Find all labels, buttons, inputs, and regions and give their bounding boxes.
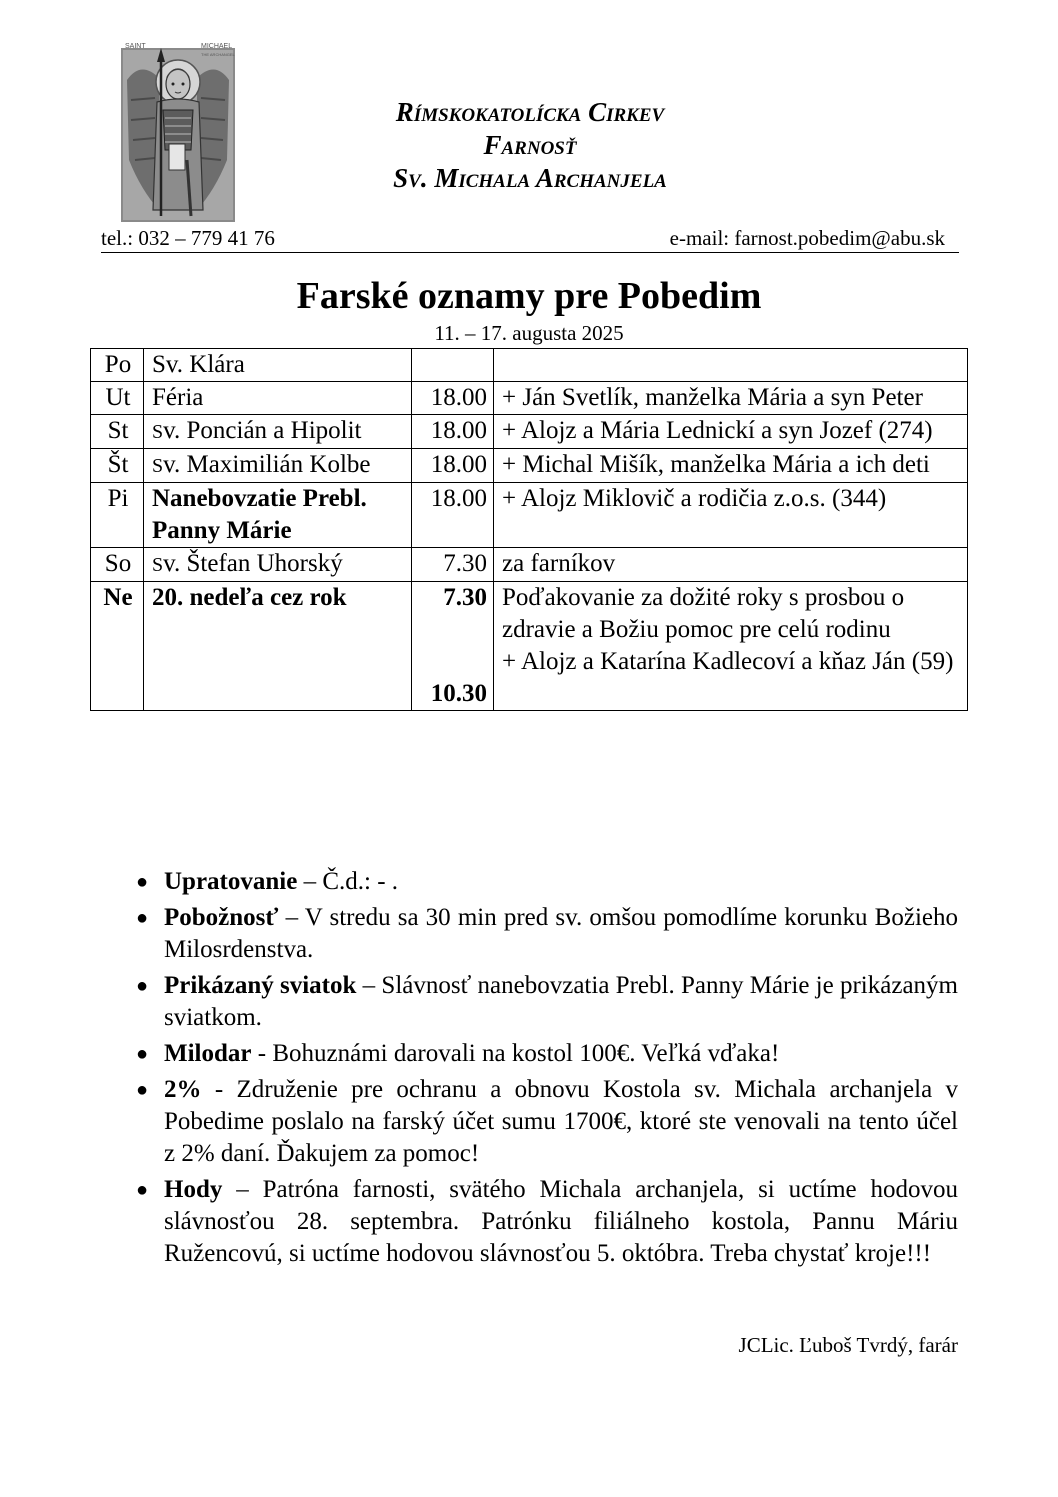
- bullet-icon: ●: [136, 1079, 149, 1101]
- note-text: – Č.d.: - .: [297, 868, 399, 895]
- note-label: 2%: [164, 1076, 202, 1103]
- saint-michael-icon-image: [121, 40, 235, 222]
- feast-cell: [144, 548, 412, 582]
- table-row: [91, 548, 968, 582]
- org-line-church: Rímskokatolícka Cirkev: [395, 97, 665, 127]
- bullet-icon: ●: [136, 871, 149, 893]
- feast-name: v. Maximilián Kolbe: [163, 451, 371, 478]
- intention-cell: [494, 349, 968, 382]
- day-cell: Ut: [91, 382, 144, 415]
- time-cell: 18.00: [412, 483, 494, 548]
- intention-cell: + Michal Mišík, manželka Mária a ich deti: [494, 449, 968, 483]
- intention-cell: za farníkov: [494, 548, 968, 582]
- day-cell: So: [91, 548, 144, 582]
- signature: JCLic. Ľuboš Tvrdý, farár: [738, 1333, 958, 1357]
- table-row: [91, 382, 968, 415]
- table-row: [91, 483, 968, 548]
- note-text: – V stredu sa 30 min pred sv. omšou pomodlíme korunku Božieho Milosrdenstva.: [164, 904, 958, 963]
- time-cell: [412, 349, 494, 382]
- time-cell: [412, 582, 494, 711]
- time-first: 7.30: [443, 584, 487, 611]
- time-cell: 18.00: [412, 449, 494, 483]
- svg-text:SAINT: SAINT: [125, 43, 146, 50]
- table-row: [91, 415, 968, 449]
- intention-cell: + Ján Svetlík, manželka Mária a syn Peter: [494, 382, 968, 415]
- intention-cell: + Alojz a Mária Lednickí a syn Jozef (274): [494, 415, 968, 449]
- day-cell: Št: [91, 449, 144, 483]
- note-text: – Slávnosť nanebovzatia Prebl. Panny Márie je prikázaným sviatkom.: [164, 972, 958, 1031]
- time-cell: 18.00: [412, 382, 494, 415]
- email-address: e-mail: farnost.pobedim@abu.sk: [669, 226, 945, 250]
- bullet-icon: ●: [136, 1179, 149, 1201]
- intention-cell: [494, 582, 968, 711]
- day-cell: Ne: [91, 582, 144, 711]
- table-row: [91, 449, 968, 483]
- note-label: Hody: [164, 1176, 223, 1203]
- feast-cell: 20. nedeľa cez rok: [144, 582, 412, 711]
- day-cell: Pi: [91, 483, 144, 548]
- feast-cell: Nanebovzatie Prebl. Panny Márie: [144, 483, 412, 548]
- note-label: Prikázaný sviatok: [164, 972, 357, 999]
- feast-cell: Féria: [144, 382, 412, 415]
- feast-cell: [144, 449, 412, 483]
- feast-name: v. Štefan Uhorský: [163, 550, 343, 577]
- svg-text:THE ARCHANGEL: THE ARCHANGEL: [201, 52, 235, 57]
- list-item: [136, 1074, 958, 1170]
- intention-first: Poďakovanie za dožité roky s prosbou o zdravie a Božiu pomoc pre celú rodinu: [502, 584, 905, 643]
- list-item: [136, 1038, 958, 1070]
- org-line-parish: Farnosť: [483, 130, 577, 160]
- announcements-list: [136, 866, 958, 1274]
- list-item: [136, 866, 958, 898]
- feast-prefix: S: [152, 351, 166, 378]
- time-second: 10.30: [430, 680, 487, 707]
- time-cell: 7.30: [412, 548, 494, 582]
- table-row: [91, 582, 968, 711]
- page-title: Farské oznamy pre Pobedim: [296, 275, 762, 317]
- bullet-icon: ●: [136, 907, 149, 929]
- time-cell: 18.00: [412, 415, 494, 449]
- note-label: Upratovanie: [164, 868, 298, 895]
- feast-prefix: S: [152, 421, 164, 443]
- feast-cell: [144, 415, 412, 449]
- feast-cell: [144, 349, 412, 382]
- feast-name: v. Poncián a Hipolit: [163, 417, 362, 444]
- bullet-icon: ●: [136, 975, 149, 997]
- note-label: Pobožnosť: [164, 904, 279, 931]
- org-line-patron: Sv. Michala Archanjela: [393, 163, 667, 193]
- contact-line: [101, 226, 959, 253]
- feast-prefix: S: [152, 455, 164, 477]
- note-text: – Patróna farnosti, svätého Michala archanjela, si uctíme hodovou slávnosťou 28. septembra. Patrónku filiálneho kostola, Pannu Máriu Ružencovú, si uctíme hodovou slávnosťou 5. októbra. Treba chystať kroje!!!: [164, 1176, 958, 1267]
- table-row: [91, 349, 968, 382]
- list-item: [136, 970, 958, 1034]
- day-cell: St: [91, 415, 144, 449]
- date-range: 11. – 17. augusta 2025: [434, 321, 624, 345]
- list-item: [136, 902, 958, 966]
- svg-text:MICHAEL: MICHAEL: [201, 43, 233, 50]
- intention-cell: + Alojz Miklovič a rodičia z.o.s. (344): [494, 483, 968, 548]
- mass-schedule-table: [90, 348, 968, 711]
- day-cell: Po: [91, 349, 144, 382]
- feast-prefix: S: [152, 554, 164, 576]
- note-text: - Bohuznámi darovali na kostol 100€. Veľká vďaka!: [251, 1040, 780, 1067]
- phone-number: tel.: 032 – 779 41 76: [101, 226, 275, 250]
- bullet-icon: ●: [136, 1043, 149, 1065]
- intention-second: + Alojz a Katarína Kadlecoví a kňaz Ján (59): [502, 648, 954, 675]
- parish-header: [300, 96, 760, 195]
- note-label: Milodar: [164, 1040, 252, 1067]
- list-item: [136, 1174, 958, 1270]
- note-text: - Združenie pre ochranu a obnovu Kostola sv. Michala archanjela v Pobedime poslalo na farský účet sumu 1700€, ktoré ste venovali na tento účel z 2% daní. Ďakujem za pomoc!: [164, 1076, 958, 1167]
- feast-name: v. Klára: [165, 351, 245, 378]
